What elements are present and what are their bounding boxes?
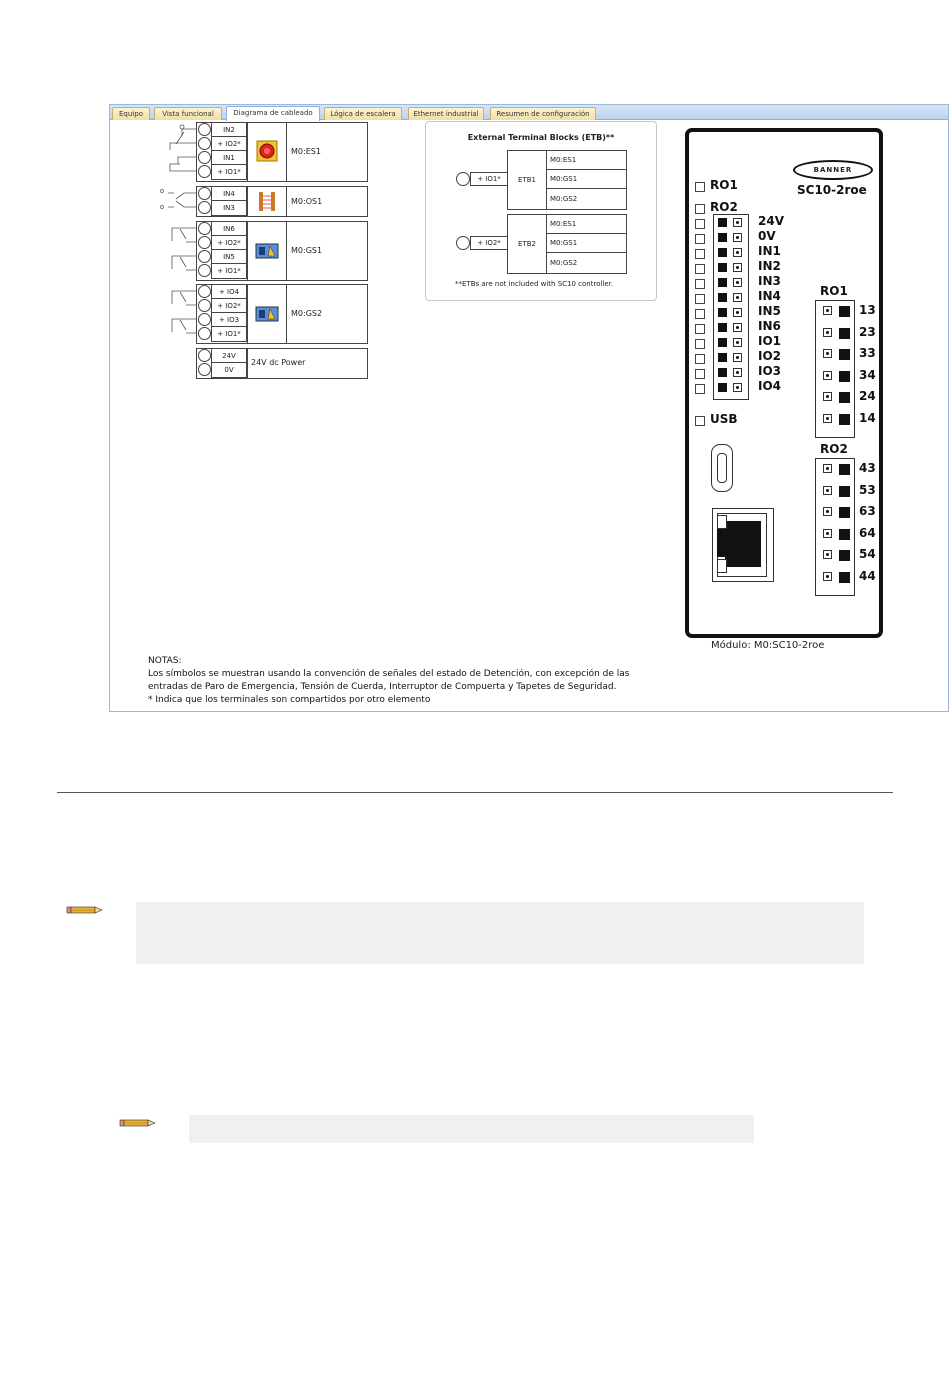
relay-terminal-label: 63 xyxy=(859,504,876,519)
terminal-screw xyxy=(718,338,727,347)
tab-resumen-de-configuracion[interactable]: Resumen de configuración xyxy=(490,107,596,120)
etb2-item: M0:ES1 xyxy=(547,215,626,234)
terminal-hole xyxy=(733,263,742,272)
led-ro1 xyxy=(695,182,705,192)
terminal-label: IN6 xyxy=(211,221,247,237)
terminal-circle xyxy=(198,299,211,312)
notes-line: * Indica que los terminales son compartidos por otro elemento xyxy=(148,695,431,705)
left-terminal-label: IN3 xyxy=(758,274,781,288)
os1-switch-symbol xyxy=(154,186,198,215)
relay-terminal-label: 44 xyxy=(859,569,876,583)
module-name-power: 24V dc Power xyxy=(251,358,306,367)
terminal-label: IN1 xyxy=(211,150,247,166)
led-usb xyxy=(695,416,705,426)
terminal-screw xyxy=(718,233,727,242)
left-terminal-label: IN2 xyxy=(758,259,781,273)
gate-switch-icon xyxy=(248,222,286,280)
left-terminal-label: IN6 xyxy=(758,319,781,333)
led-indicator xyxy=(695,249,705,259)
led-indicator xyxy=(695,294,705,304)
etb2-item: M0:GS2 xyxy=(550,259,578,267)
relay-terminal-label: 34 xyxy=(859,367,876,382)
led-indicator xyxy=(695,384,705,394)
note-box xyxy=(189,1115,754,1143)
left-terminal-label: IO3 xyxy=(758,364,782,378)
terminal-screw xyxy=(718,368,727,377)
left-terminal-label: IN4 xyxy=(758,289,781,303)
etb1-item: M0:GS1 xyxy=(547,170,626,189)
relay-terminal-hole xyxy=(823,328,832,337)
gs2-block xyxy=(196,284,368,344)
relay-terminal-label: 53 xyxy=(859,482,876,497)
terminal-circle xyxy=(198,313,211,326)
terminal-circle xyxy=(198,165,211,178)
terminal-label: + IO1* xyxy=(211,263,247,279)
ethernet-port-icon[interactable] xyxy=(712,508,774,582)
relay-terminal-hole xyxy=(823,414,832,423)
tab-logica-de-escalera[interactable]: Lógica de escalera xyxy=(324,107,402,120)
etb2-name: ETB2 xyxy=(508,215,547,273)
relay-terminal-screw xyxy=(839,328,850,339)
notes-line: entradas de Paro de Emergencia, Tensión de Cuerda, Interruptor de Compuerta y Tapetes de Seguridad. xyxy=(148,682,617,692)
gate-switch-icon xyxy=(248,285,286,343)
terminal-circle xyxy=(198,137,211,150)
left-terminal-label: IN1 xyxy=(758,244,781,258)
relay-terminal-hole xyxy=(823,486,832,495)
terminal-hole xyxy=(733,368,742,377)
terminal-circle xyxy=(198,123,211,136)
terminal-screw xyxy=(718,308,727,317)
module-name-gs2: M0:GS2 xyxy=(291,309,323,318)
etb2-item: M0:GS1 xyxy=(547,234,626,253)
usb-port-icon[interactable] xyxy=(711,444,733,492)
relay-terminal-screw xyxy=(839,306,850,317)
relay-terminal-hole xyxy=(823,572,832,581)
relay-terminal-screw xyxy=(839,529,850,540)
etb2-block xyxy=(507,214,627,274)
led-ro2 xyxy=(695,204,705,214)
gs1-switch-symbol xyxy=(166,221,198,279)
es1-switch-symbol xyxy=(166,122,198,180)
relay-terminal-hole xyxy=(823,349,832,358)
terminal-screw xyxy=(718,278,727,287)
notes-line: Los símbolos se muestran usando la convención de señales del estado de Detención, con excepción de las xyxy=(148,669,630,679)
module-name-es1: M0:ES1 xyxy=(291,147,321,156)
left-terminal-label: 24V xyxy=(758,214,784,228)
left-terminal-label: 0V xyxy=(758,229,776,243)
terminal-label: + IO2* xyxy=(211,235,247,251)
notes-title: NOTAS: xyxy=(148,656,182,666)
tab-diagrama-de-cableado[interactable]: Diagrama de cableado xyxy=(226,106,320,121)
terminal-hole xyxy=(733,233,742,242)
relay-terminal-screw xyxy=(839,349,850,360)
terminal-label: + IO1* xyxy=(211,164,247,180)
device-model: SC10-2roe xyxy=(797,183,867,197)
divider xyxy=(247,349,248,378)
tab-bar xyxy=(110,105,948,120)
terminal-screw xyxy=(718,323,727,332)
pencil-icon xyxy=(119,1117,157,1129)
relay-terminal-screw xyxy=(839,507,850,518)
sc10-device xyxy=(685,128,883,638)
terminal-label: IN2 xyxy=(211,122,247,138)
terminal-label: + IO2* xyxy=(211,298,247,314)
power-block xyxy=(196,348,368,379)
led-ro2-label: RO2 xyxy=(710,200,738,214)
terminal-hole xyxy=(733,338,742,347)
terminal-label: IN5 xyxy=(211,249,247,265)
usb-label: USB xyxy=(710,412,738,426)
led-indicator xyxy=(695,264,705,274)
pencil-icon xyxy=(66,904,104,916)
terminal-label: IN3 xyxy=(211,200,247,216)
terminal-circle xyxy=(198,187,211,200)
terminal-circle xyxy=(198,264,211,277)
terminal-label: + IO4 xyxy=(211,284,247,300)
relay-terminal-screw xyxy=(839,486,850,497)
light-curtain-icon xyxy=(248,187,286,216)
relay-terminal-hole xyxy=(823,306,832,315)
terminal-circle xyxy=(456,172,470,186)
relay-terminal-screw xyxy=(839,371,850,382)
ro1-title: RO1 xyxy=(820,284,848,298)
led-indicator xyxy=(695,339,705,349)
gs1-block xyxy=(196,221,368,281)
emergency-stop-icon xyxy=(248,123,286,181)
relay-terminal-label: 13 xyxy=(859,303,876,317)
left-terminal-label: IN5 xyxy=(758,304,781,318)
relay-terminal-label: 14 xyxy=(859,411,876,425)
left-terminal-label: IO1 xyxy=(758,334,782,348)
terminal-label: + IO1* xyxy=(211,326,247,342)
relay-terminal-label: 33 xyxy=(859,346,876,361)
terminal-label: + IO3 xyxy=(211,312,247,328)
relay-terminal-screw xyxy=(839,392,850,403)
relay-terminal-screw xyxy=(839,550,850,561)
terminal-hole xyxy=(733,323,742,332)
module-label: Módulo: M0:SC10-2roe xyxy=(711,640,825,651)
icon-cell xyxy=(247,187,287,216)
etb-title: External Terminal Blocks (ETB)** xyxy=(467,133,615,142)
terminal-hole xyxy=(733,293,742,302)
terminal-screw xyxy=(718,248,727,257)
relay-terminal-hole xyxy=(823,371,832,380)
tab-equipo[interactable]: Equipo xyxy=(112,107,150,120)
terminal-hole xyxy=(733,218,742,227)
led-indicator xyxy=(695,279,705,289)
terminal-label: + IO2* xyxy=(211,136,247,152)
terminal-screw xyxy=(718,218,727,227)
led-indicator xyxy=(695,324,705,334)
led-indicator xyxy=(695,369,705,379)
led-indicator xyxy=(695,309,705,319)
es1-block xyxy=(196,122,368,182)
etb1-name: ETB1 xyxy=(508,151,547,209)
module-name-os1: M0:OS1 xyxy=(291,197,323,206)
note-box xyxy=(136,902,864,964)
relay-terminal-label: 24 xyxy=(859,389,876,404)
terminal-circle xyxy=(456,236,470,250)
notes-block xyxy=(148,655,708,707)
terminal-hole xyxy=(733,383,742,392)
relay-terminal-hole xyxy=(823,464,832,473)
terminal-circle xyxy=(198,201,211,214)
os1-block xyxy=(196,186,368,217)
icon-cell xyxy=(247,285,287,343)
terminal-screw xyxy=(718,353,727,362)
etb-panel xyxy=(425,121,657,301)
etb1-block xyxy=(507,150,627,210)
banner-logo: BANNER xyxy=(793,160,873,180)
terminal-circle xyxy=(198,250,211,263)
icon-cell xyxy=(247,123,287,181)
ro2-title: RO2 xyxy=(820,442,848,456)
terminal-screw xyxy=(718,293,727,302)
etb1-item: M0:ES1 xyxy=(547,151,626,170)
relay-terminal-hole xyxy=(823,392,832,401)
terminal-label: 24V xyxy=(211,348,247,364)
terminal-circle xyxy=(198,236,211,249)
terminal-circle xyxy=(198,327,211,340)
etb-footnote: **ETBs are not included with SC10 controller. xyxy=(455,280,614,288)
terminal-circle xyxy=(198,151,211,164)
wiring-diagram-screenshot xyxy=(109,104,949,712)
led-indicator xyxy=(695,354,705,364)
relay-terminal-screw xyxy=(839,572,850,583)
relay-terminal-label: 43 xyxy=(859,461,876,475)
terminal-hole xyxy=(733,353,742,362)
section-divider xyxy=(57,792,893,793)
relay-terminal-label: 23 xyxy=(859,324,876,339)
relay-terminal-screw xyxy=(839,464,850,475)
gs2-switch-symbol xyxy=(166,284,198,342)
terminal-label: 0V xyxy=(211,362,247,378)
terminal-circle xyxy=(198,349,211,362)
etb2-terminal: + IO2* xyxy=(470,236,508,250)
relay-terminal-label: 64 xyxy=(859,525,876,540)
led-ro1-label: RO1 xyxy=(710,178,738,192)
terminal-hole xyxy=(733,308,742,317)
left-terminal-label: IO2 xyxy=(758,349,782,363)
etb1-item: M0:GS2 xyxy=(550,195,578,203)
terminal-screw xyxy=(718,383,727,392)
tab-vista-funcional[interactable]: Vista funcional xyxy=(154,107,222,120)
led-indicator xyxy=(695,234,705,244)
terminal-circle xyxy=(198,285,211,298)
terminal-hole xyxy=(733,248,742,257)
relay-terminal-screw xyxy=(839,414,850,425)
terminal-circle xyxy=(198,363,211,376)
left-terminal-label: IO4 xyxy=(758,379,782,393)
terminal-label: IN4 xyxy=(211,186,247,202)
terminal-circle xyxy=(198,222,211,235)
icon-cell xyxy=(247,222,287,280)
relay-terminal-hole xyxy=(823,529,832,538)
terminal-hole xyxy=(733,278,742,287)
module-name-gs1: M0:GS1 xyxy=(291,246,323,255)
terminal-screw xyxy=(718,263,727,272)
tab-ethernet-industrial[interactable]: Ethernet industrial xyxy=(408,107,484,120)
etb1-terminal: + IO1* xyxy=(470,172,508,186)
relay-terminal-hole xyxy=(823,507,832,516)
relay-terminal-label: 54 xyxy=(859,547,876,562)
led-indicator xyxy=(695,219,705,229)
relay-terminal-hole xyxy=(823,550,832,559)
